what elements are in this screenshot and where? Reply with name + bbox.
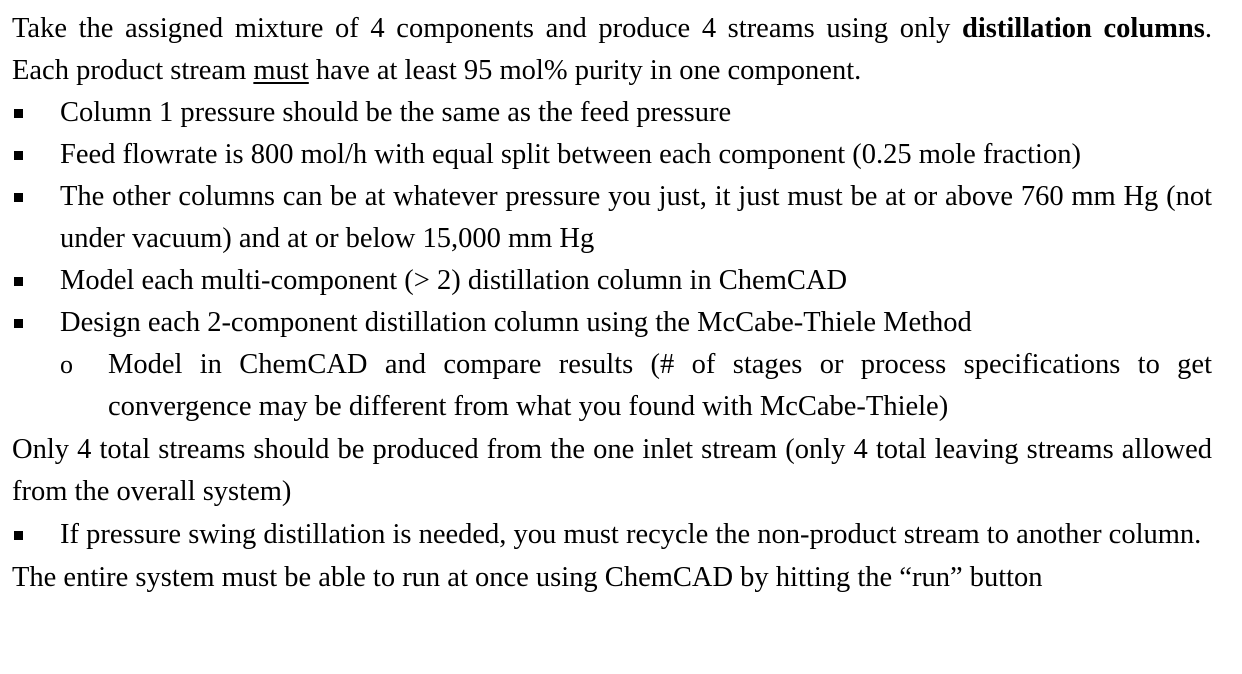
intro-text-2: . Each product stream [12, 13, 1212, 86]
square-bullet-icon [14, 319, 23, 328]
bullet-text: Column 1 pressure should be the same as the feed pressure [60, 97, 732, 128]
problem-statement [12, 8, 1212, 599]
intro-underlined-text: must [253, 55, 309, 86]
square-bullet-icon [14, 193, 23, 202]
intro-bold-text: distillation columns [962, 13, 1205, 44]
bullet-text: Design each 2-component distillation column using the McCabe-Thiele Method [60, 307, 972, 338]
square-bullet-icon [14, 531, 23, 540]
bullet-text: If pressure swing distillation is needed, you must recycle the non-product stream to another column. [60, 519, 1202, 550]
square-bullet-icon [14, 109, 23, 118]
final-paragraph: The entire system must be able to run at once using ChemCAD by hitting the “run” button [12, 562, 1043, 593]
bullet-item-other-columns [12, 176, 1212, 260]
bullet-text: The other columns can be at whatever pressure you just, it just must be at or above 760 mm Hg (not under vacuum) and at or below 15,000 mm Hg [60, 181, 1212, 254]
bullet-item-mccabe-thiele [12, 302, 1212, 344]
streams-paragraph: Only 4 total streams should be produced from the one inlet stream (only 4 total leaving streams allowed from the overall system) [12, 434, 1212, 507]
intro-text-3: have at least 95 mol% purity in one component. [308, 55, 862, 86]
bullet-item-multicomponent [12, 260, 1212, 302]
intro-paragraph [12, 8, 1212, 92]
square-bullet-icon [14, 277, 23, 286]
sub-bullet-item-chemcad-compare [12, 344, 1212, 428]
sub-bullet-text: Model in ChemCAD and compare results (# of stages or process specifications to get convergence may be different from what you found with McCabe-Thiele) [108, 349, 1212, 422]
square-bullet-icon [14, 151, 23, 160]
bullet-item-column-pressure [12, 92, 1212, 134]
circle-bullet-icon: o [60, 350, 73, 379]
bullet-item-pressure-swing [12, 514, 1212, 556]
bullet-text: Feed flowrate is 800 mol/h with equal split between each component (0.25 mole fraction) [60, 139, 1081, 170]
bullet-item-feed-flowrate [12, 134, 1212, 176]
bullet-text: Model each multi-component (> 2) distillation column in ChemCAD [60, 265, 848, 296]
intro-text-1: Take the assigned mixture of 4 components and produce 4 streams using only [12, 13, 963, 44]
